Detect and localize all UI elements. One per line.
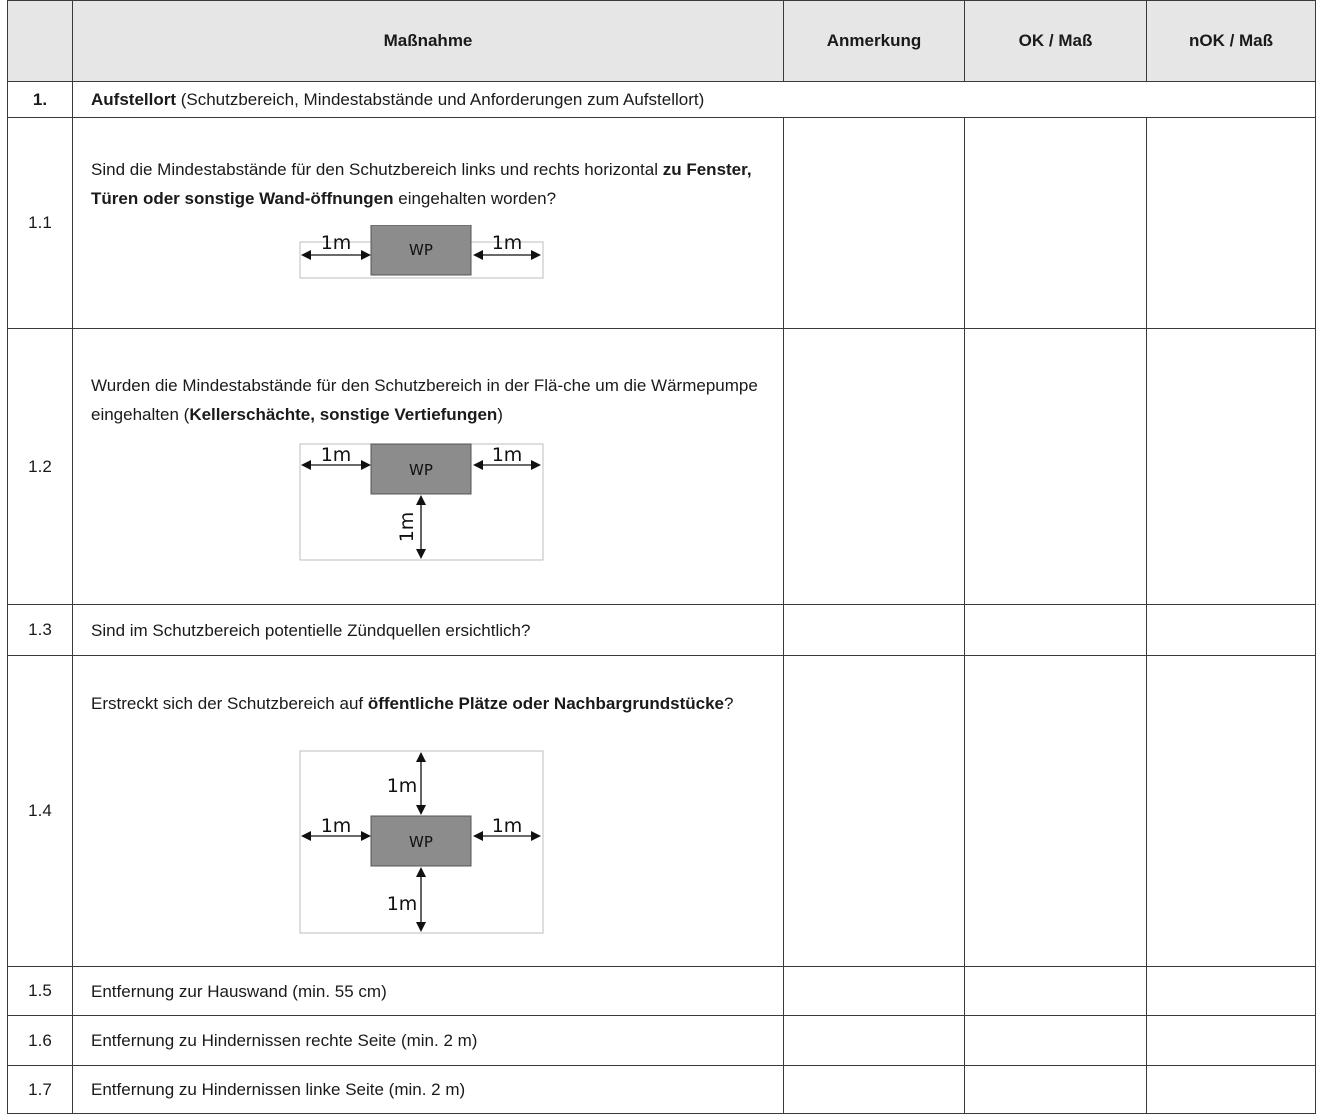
table-row bbox=[8, 329, 1316, 605]
header-ok: OK / Maß bbox=[965, 1, 1147, 82]
arrow-right-head bbox=[473, 250, 483, 260]
wp-label: WP bbox=[409, 832, 433, 851]
row-number: 1.3 bbox=[8, 605, 73, 656]
checklist-table bbox=[7, 0, 1316, 1114]
nok-cell[interactable] bbox=[1147, 1016, 1316, 1066]
ok-cell[interactable] bbox=[965, 118, 1147, 329]
header-nok: nOK / Maß bbox=[1147, 1, 1316, 82]
row-number: 1.2 bbox=[8, 329, 73, 605]
clearance-diagram-horizontal bbox=[299, 225, 549, 295]
section-title bbox=[73, 82, 1316, 118]
row-text: Erstreckt sich der Schutzbereich auf bbox=[91, 693, 368, 713]
ok-cell[interactable] bbox=[965, 329, 1147, 605]
arrow-left-head bbox=[301, 460, 311, 470]
arrow-left-head bbox=[361, 460, 371, 470]
row-text-bold: zu Fenster, Türen oder sonstige Wand-öffnungen bbox=[91, 160, 752, 208]
note-cell[interactable] bbox=[784, 329, 965, 605]
distance-label-right: 1m bbox=[491, 443, 523, 466]
row-text-bold: Kellerschächte, sonstige Vertiefungen bbox=[189, 404, 498, 424]
row-description bbox=[73, 656, 784, 967]
arrow-up-head bbox=[416, 752, 426, 762]
arrow-left-head bbox=[361, 250, 371, 260]
arrow-down-head bbox=[416, 495, 426, 505]
table-row bbox=[8, 605, 1316, 656]
section-title-rest: (Schutzbereich, Mindestabstände und Anforderungen zum Aufstellort) bbox=[176, 90, 705, 109]
distance-label-left: 1m bbox=[320, 814, 352, 837]
arrow-right-head bbox=[473, 460, 483, 470]
arrow-down-head bbox=[416, 922, 426, 932]
nok-cell[interactable] bbox=[1147, 1066, 1316, 1114]
header-note: Anmerkung bbox=[784, 1, 965, 82]
row-text: ) bbox=[497, 404, 503, 424]
arrow-right-head bbox=[531, 250, 541, 260]
note-cell[interactable] bbox=[784, 656, 965, 967]
arrow-right-head bbox=[473, 831, 483, 841]
header-measure: Maßnahme bbox=[73, 1, 784, 82]
table-row bbox=[8, 967, 1316, 1016]
row-description bbox=[73, 329, 784, 605]
distance-label-left: 1m bbox=[320, 232, 352, 254]
distance-label-top: 1m bbox=[386, 774, 418, 797]
nok-cell[interactable] bbox=[1147, 329, 1316, 605]
row-text: Sind die Mindestabstände für den Schutzbereich links und rechts horizontal bbox=[91, 160, 663, 179]
section-number: 1. bbox=[8, 82, 73, 118]
ok-cell[interactable] bbox=[965, 605, 1147, 656]
table-row bbox=[8, 656, 1316, 967]
arrow-down-head bbox=[416, 867, 426, 877]
row-text: eingehalten worden? bbox=[393, 189, 557, 208]
table-row bbox=[8, 118, 1316, 329]
arrow-down-head bbox=[416, 549, 426, 559]
row-text-bold: öffentliche Plätze oder Nachbargrundstücke bbox=[367, 693, 724, 713]
row-description: Entfernung zur Hauswand (min. 55 cm) bbox=[73, 967, 784, 1016]
ok-cell[interactable] bbox=[965, 656, 1147, 967]
wp-label: WP bbox=[409, 241, 433, 259]
clearance-diagram-all-sides bbox=[299, 750, 549, 936]
row-number: 1.7 bbox=[8, 1066, 73, 1114]
note-cell[interactable] bbox=[784, 118, 965, 329]
clearance-diagram-area bbox=[299, 443, 549, 563]
row-description: Sind im Schutzbereich potentielle Zündquellen ersichtlich? bbox=[73, 605, 784, 656]
row-description: Entfernung zu Hindernissen rechte Seite (min. 2 m) bbox=[73, 1016, 784, 1066]
note-cell[interactable] bbox=[784, 1016, 965, 1066]
ok-cell[interactable] bbox=[965, 1066, 1147, 1114]
note-cell[interactable] bbox=[784, 1066, 965, 1114]
nok-cell[interactable] bbox=[1147, 656, 1316, 967]
distance-label-right: 1m bbox=[491, 814, 523, 837]
distance-label-bottom: 1m bbox=[396, 511, 418, 542]
row-number: 1.6 bbox=[8, 1016, 73, 1066]
arrow-left-head bbox=[361, 831, 371, 841]
distance-label-right: 1m bbox=[491, 232, 523, 254]
arrow-left-head bbox=[301, 250, 311, 260]
header-number bbox=[8, 1, 73, 82]
row-description: Entfernung zu Hindernissen linke Seite (min. 2 m) bbox=[73, 1066, 784, 1114]
arrow-up-head bbox=[416, 805, 426, 815]
table-row bbox=[8, 1066, 1316, 1114]
section-row bbox=[8, 82, 1316, 118]
note-cell[interactable] bbox=[784, 967, 965, 1016]
nok-cell[interactable] bbox=[1147, 605, 1316, 656]
row-number: 1.4 bbox=[8, 656, 73, 967]
note-cell[interactable] bbox=[784, 605, 965, 656]
distance-label-bottom: 1m bbox=[386, 892, 418, 915]
nok-cell[interactable] bbox=[1147, 118, 1316, 329]
wp-label: WP bbox=[409, 460, 433, 479]
arrow-left-head bbox=[301, 831, 311, 841]
nok-cell[interactable] bbox=[1147, 967, 1316, 1016]
distance-label-left: 1m bbox=[320, 443, 352, 466]
row-number: 1.1 bbox=[8, 118, 73, 329]
row-description bbox=[73, 118, 784, 329]
ok-cell[interactable] bbox=[965, 1016, 1147, 1066]
row-number: 1.5 bbox=[8, 967, 73, 1016]
header-row bbox=[8, 1, 1316, 82]
section-title-bold: Aufstellort bbox=[91, 90, 176, 109]
table-row bbox=[8, 1016, 1316, 1066]
arrow-right-head bbox=[531, 460, 541, 470]
row-text: Wurden die Mindestabstände für den Schutzbereich in der Flä-che um die Wärmepumpe eingehalten ( bbox=[91, 375, 758, 424]
row-text: ? bbox=[723, 693, 734, 713]
arrow-right-head bbox=[531, 831, 541, 841]
ok-cell[interactable] bbox=[965, 967, 1147, 1016]
